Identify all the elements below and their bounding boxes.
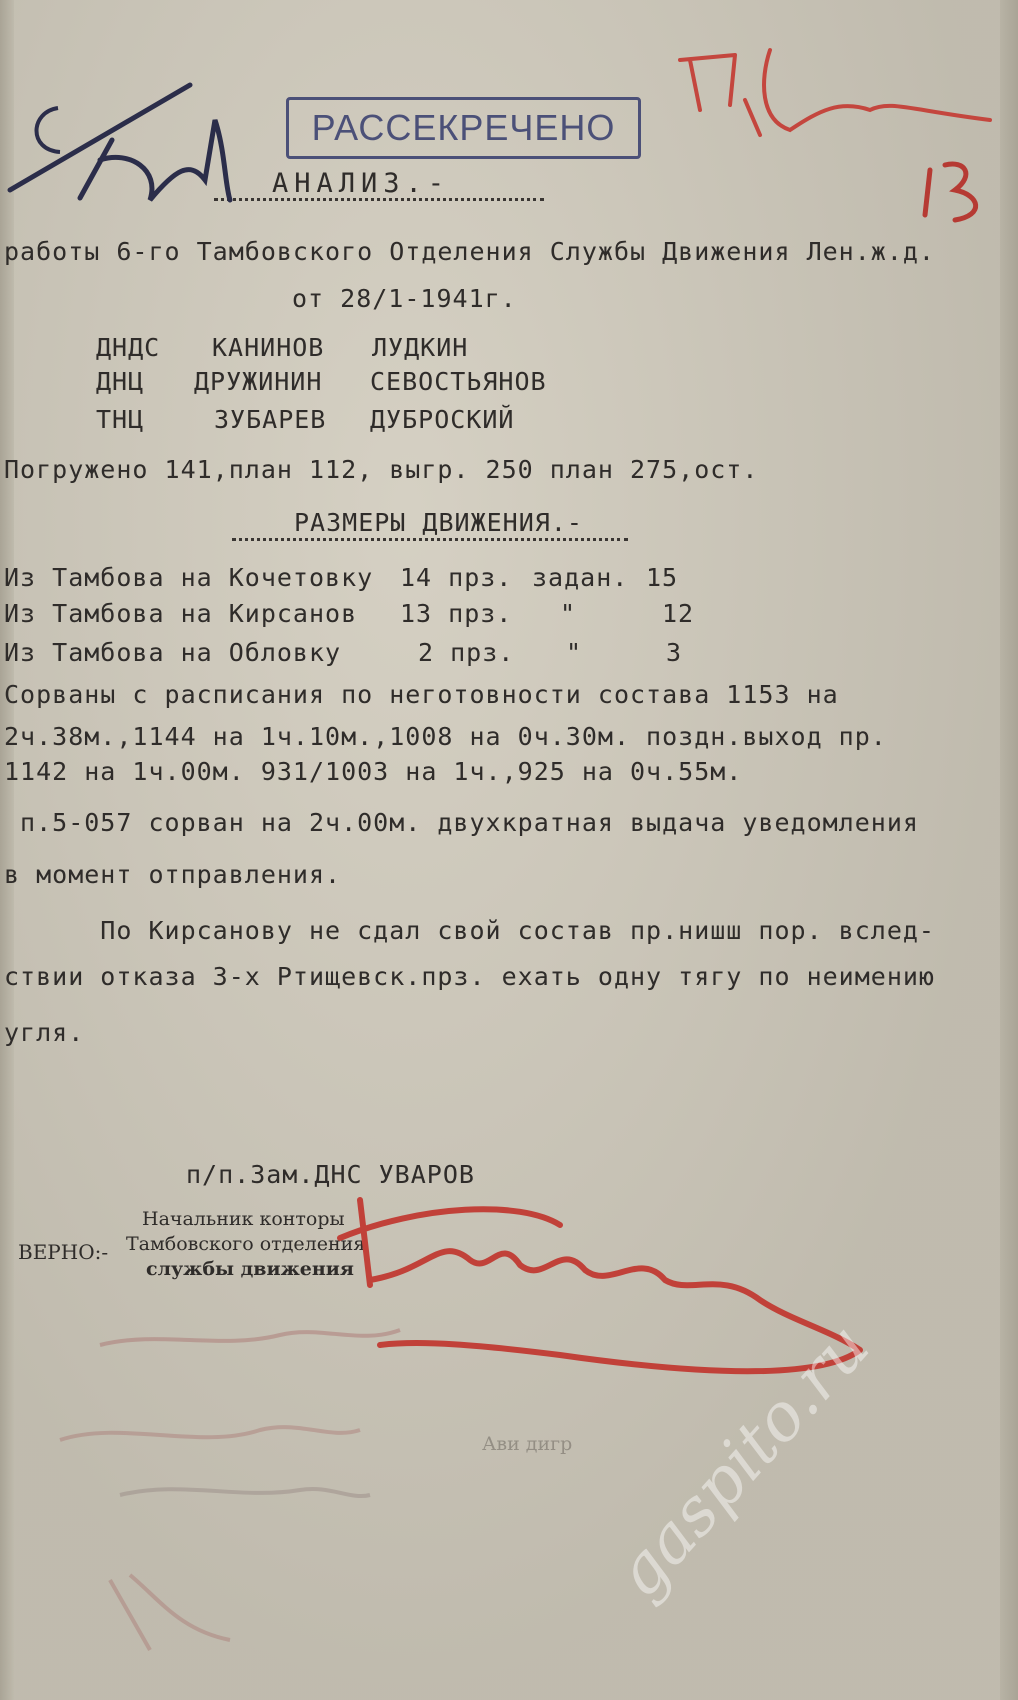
verified-line-1: Начальник конторы (142, 1208, 345, 1230)
handwritten-page-number (925, 164, 976, 220)
verified-label: ВЕРНО:- (18, 1240, 109, 1264)
verified-line-3: службы движения (146, 1258, 354, 1280)
route-1-note: задан. (532, 563, 629, 592)
staff-role-1: ДНДС (96, 333, 161, 362)
staff-name-3b: ДУБРОСКИЙ (370, 405, 515, 434)
route-3-plan: 3 (666, 638, 683, 667)
staff-name-2b: СЕВОСТЬЯНОВ (370, 367, 547, 396)
staff-name-2a: ДРУЖИНИН (194, 367, 323, 396)
faded-scribble-3 (120, 1489, 370, 1496)
staff-name-1b: ЛУДКИН (372, 333, 469, 362)
watermark: gaspito.ru (600, 1308, 885, 1612)
route-2-note: " (560, 599, 577, 628)
body-line-6: По Кирсанову не сдал свой состав пр.нишш пор. вслед- (4, 916, 935, 945)
route-3: Из Тамбова на Обловку (4, 638, 342, 667)
route-2-plan: 12 (662, 599, 695, 628)
handwritten-signature (340, 1200, 860, 1371)
staff-name-1a: КАНИНОВ (212, 333, 325, 362)
document-date: от 28/1-1941г. (292, 284, 517, 313)
route-3-note: " (566, 638, 583, 667)
route-1-count: 14 прз. (400, 563, 513, 592)
route-2-count: 13 прз. (400, 599, 513, 628)
body-line-7: ствии отказа 3-х Ртищевск.прз. ехать одну тягу по неимению (4, 962, 935, 991)
faded-scribble-4 (110, 1575, 230, 1650)
route-1-plan: 15 (646, 563, 679, 592)
document-title: АНАЛИЗ.- (272, 168, 451, 199)
document-subtitle: работы 6-го Тамбовского Отделения Службы Движения Лен.ж.д. (4, 237, 935, 266)
faded-scribble-2 (60, 1427, 360, 1440)
verified-line-2: Тамбовского отделения (126, 1233, 366, 1255)
route-2: Из Тамбова на Кирсанов (4, 599, 358, 628)
body-line-4: п.5-057 сорван на 2ч.00м. двухкратная выдача уведомления (4, 808, 919, 837)
staff-role-2: ДНЦ (96, 367, 145, 396)
handwritten-corner-mark (37, 108, 61, 152)
body-line-3: 1142 на 1ч.00м. 931/1003 на 1ч.,925 на 0ч.55м. (4, 757, 743, 786)
faded-bottom-text: Ави дигр (482, 1433, 573, 1455)
handwritten-top-left-scrawl (10, 85, 230, 200)
staff-name-3a: ЗУБАРЕВ (214, 405, 327, 434)
body-line-8: угля. (4, 1018, 85, 1047)
body-line-1: Сорваны с расписания по неготовности состава 1153 на (4, 680, 839, 709)
route-3-count: 2 прз. (418, 638, 515, 667)
body-line-2: 2ч.38м.,1144 на 1ч.10м.,1008 на 0ч.30м. поздн.выход пр. (4, 722, 887, 751)
body-line-5: в момент отправления. (4, 860, 342, 889)
movement-title: РАЗМЕРЫ ДВИЖЕНИЯ.- (294, 508, 583, 537)
staff-role-3: ТНЦ (96, 405, 145, 434)
faded-scribble-1 (100, 1330, 400, 1345)
loading-line: Погружено 141,план 112, выгр. 250 план 275,ост. (4, 455, 759, 484)
handwritten-top-right-scrawl (680, 50, 990, 135)
signature-line: п/п.Зам.ДНС УВАРОВ (186, 1160, 475, 1189)
route-1: Из Тамбова на Кочетовку (4, 563, 374, 592)
declassified-stamp: РАССЕКРЕЧЕНО (286, 97, 641, 159)
